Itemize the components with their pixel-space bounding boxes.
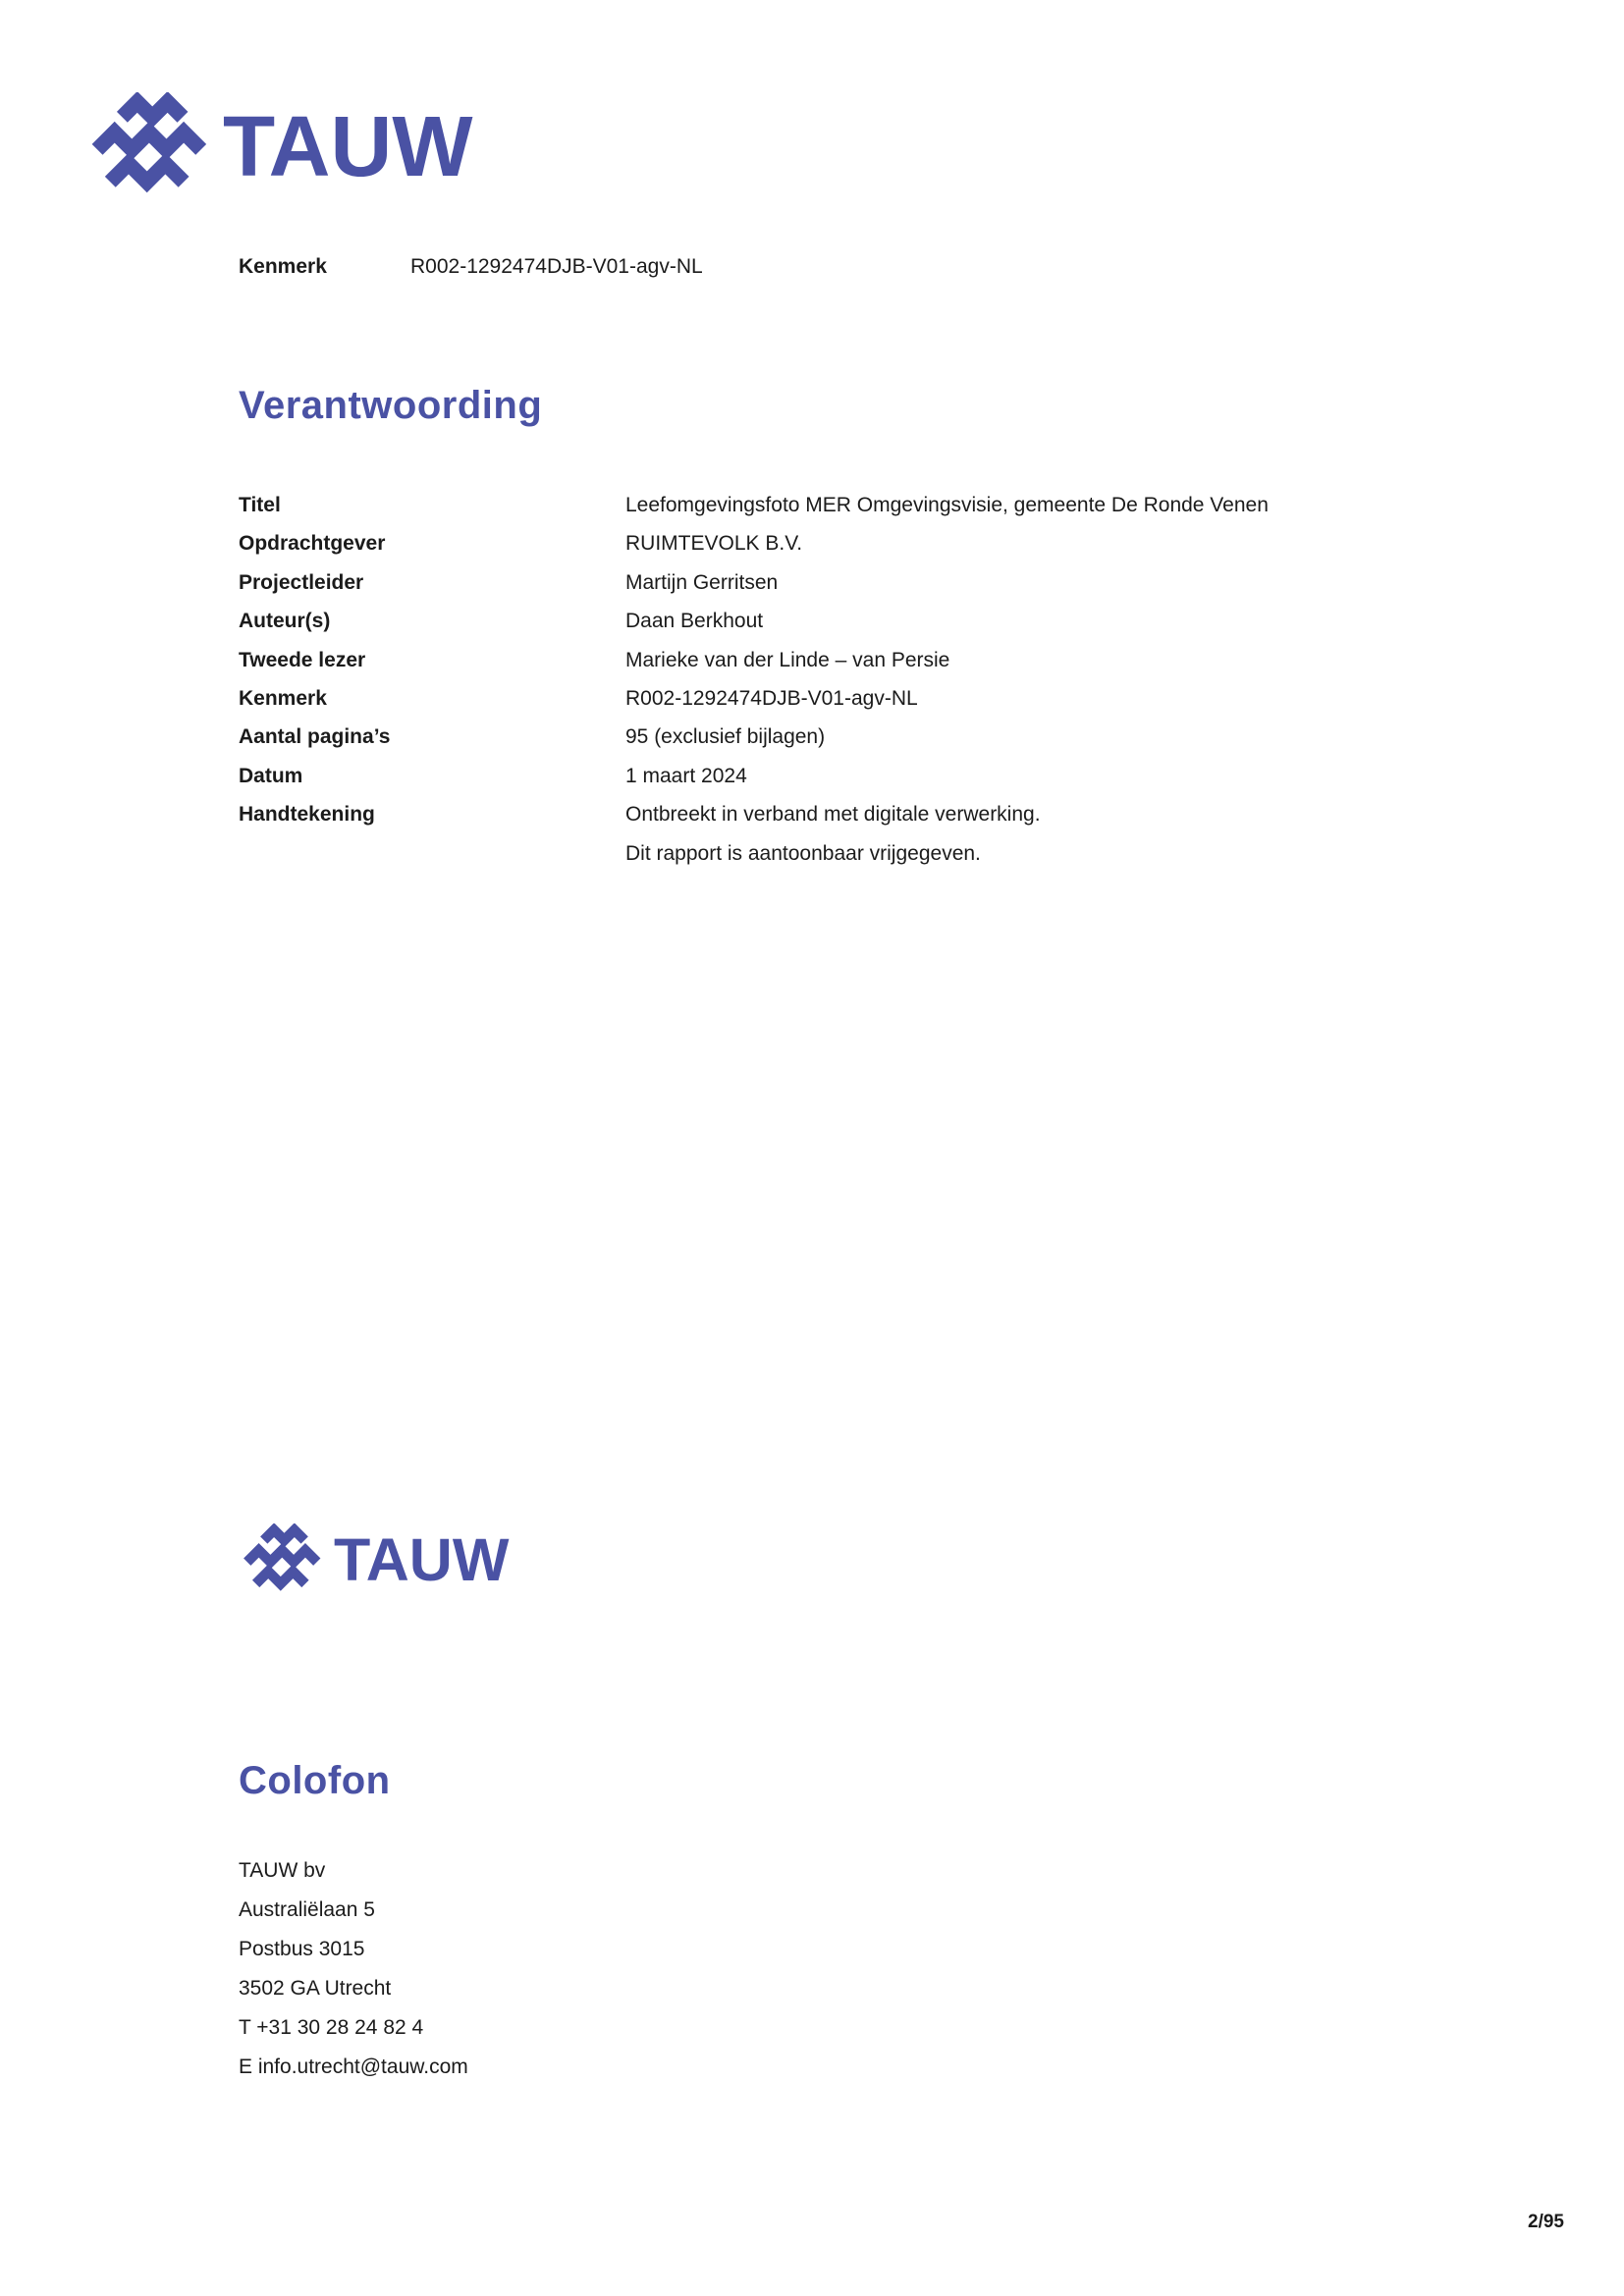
colofon-email: E info.utrecht@tauw.com	[239, 2056, 468, 2078]
table-row-kenmerk	[239, 686, 1269, 724]
tauw-wordmark: TAUW	[223, 98, 473, 194]
row-label: Titel	[239, 494, 281, 516]
row-label: Kenmerk	[239, 686, 327, 710]
row-value: Marieke van der Linde – van Persie	[625, 648, 950, 671]
verantwoording-table	[239, 493, 1269, 880]
verantwoording-heading: Verantwoording	[239, 384, 543, 427]
colofon-heading: Colofon	[239, 1759, 391, 1802]
row-value: Leefomgevingsfoto MER Omgevingsvisie, gemeente De Ronde Venen	[625, 494, 1269, 516]
row-value: RUIMTEVOLK B.V.	[625, 532, 803, 556]
row-label: Datum	[239, 764, 303, 787]
colofon-city: 3502 GA Utrecht	[239, 1977, 392, 2000]
table-row-titel	[239, 493, 1269, 531]
tauw-logo-top	[91, 92, 472, 200]
table-row-handtekening	[239, 802, 1269, 840]
tauw-waves-icon	[244, 1523, 322, 1596]
row-value: Daan Berkhout	[625, 610, 764, 633]
row-value: R002-1292474DJB-V01-agv-NL	[625, 686, 918, 710]
kenmerk-label: Kenmerk	[239, 255, 327, 278]
colofon-phone: T +31 30 28 24 82 4	[239, 2016, 424, 2039]
colofon-company: TAUW bv	[239, 1859, 326, 1882]
page-number: 2/95	[1528, 2212, 1564, 2232]
colofon-address-block	[239, 1851, 468, 2087]
colofon-postbus: Postbus 3015	[239, 1938, 365, 1960]
row-value: Ontbreekt in verband met digitale verwerking.	[625, 803, 1041, 827]
document-reference-line	[239, 254, 703, 280]
row-label: Projectleider	[239, 570, 364, 594]
table-row-handtekening-continued	[239, 841, 1269, 880]
colofon-street: Australiëlaan 5	[239, 1898, 375, 1921]
kenmerk-value: R002-1292474DJB-V01-agv-NL	[410, 255, 703, 278]
row-value: Dit rapport is aantoonbaar vrijgegeven.	[625, 841, 981, 865]
row-label: Opdrachtgever	[239, 532, 386, 556]
row-label: Handtekening	[239, 803, 375, 827]
tauw-wordmark: TAUW	[334, 1525, 510, 1593]
row-label: Auteur(s)	[239, 610, 331, 633]
table-row-aantal-paginas	[239, 724, 1269, 763]
row-label: Tweede lezer	[239, 648, 366, 671]
row-value: 95 (exclusief bijlagen)	[625, 725, 826, 749]
row-value: 1 maart 2024	[625, 764, 747, 787]
table-row-opdrachtgever	[239, 531, 1269, 569]
row-label: Aantal pagina’s	[239, 725, 391, 749]
tauw-waves-icon	[91, 92, 209, 200]
table-row-projectleider	[239, 570, 1269, 609]
row-value: Martijn Gerritsen	[625, 570, 779, 594]
table-row-tweede-lezer	[239, 648, 1269, 686]
table-row-auteurs	[239, 609, 1269, 647]
tauw-logo-bottom	[244, 1523, 509, 1596]
table-row-datum	[239, 764, 1269, 802]
